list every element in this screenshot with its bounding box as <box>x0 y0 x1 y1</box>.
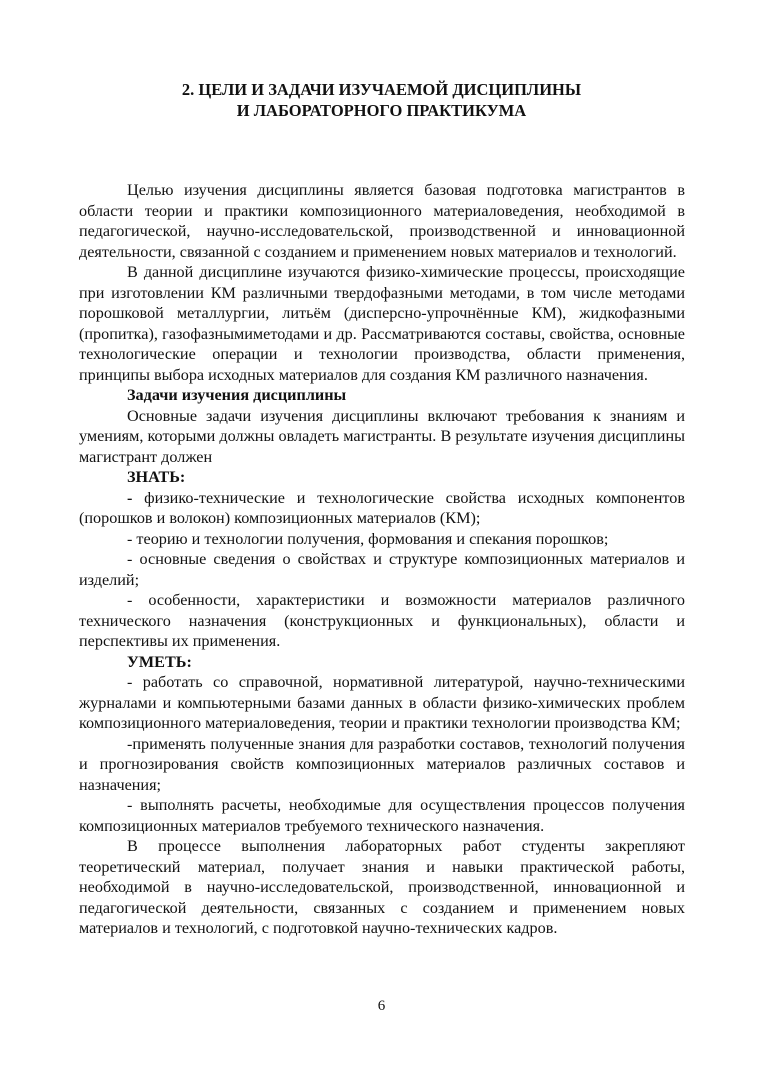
able-item-3: - выполнять расчеты, необходимые для осуществления процессов получения композиционных материалов требуемого технического назначения. <box>79 796 685 835</box>
body-text <box>79 180 685 939</box>
title-line-2: И ЛАБОРАТОРНОГО ПРАКТИКУМА <box>236 101 527 120</box>
know-item-3: - основные сведения о свойствах и структуре композиционных материалов и изделий; <box>79 550 685 589</box>
know-heading: ЗНАТЬ: <box>127 468 186 486</box>
paragraph-tasks: Основные задачи изучения дисциплины включают требования к знаниям и умениям, которыми должны овладеть магистранты. В результате изучения дисциплины магистрант должен <box>79 406 685 466</box>
know-item-1-dash: - <box>127 488 133 507</box>
able-heading: УМЕТЬ: <box>127 652 192 671</box>
tasks-heading: Задачи изучения дисциплины <box>127 386 347 404</box>
know-item-1 <box>79 488 685 529</box>
know-item-1-text: физико-технические и технологические свойства исходных компонентов (порошков и волокон) композиционных материалов (КМ); <box>79 488 685 527</box>
know-item-4: - особенности, характеристики и возможности материалов различного технического назначения (конструкционных и функциональных), области и перспективы их применения. <box>79 591 685 650</box>
know-item-2: - теорию и технологии получения, формования и спекания порошков; <box>127 529 609 548</box>
paragraph-studied: В данной дисциплине изучаются физико-химические процессы, происходящие при изготовлении КМ различными твердофазными методами, в том числе методами порошковой металлургии, литьём (дисперсно-упрочнённые КМ), жидкофазными (пропитка), газофазнымиметодами и др. Рассматриваются составы, свойства, основные технологические операции и технологии производства, области применения, принципы выбора исходных материалов для создания КМ различного назначения. <box>79 263 685 384</box>
able-item-1: - работать со справочной, нормативной литературой, научно-техническими журналами и компьютерными базами данных в области физико-химических проблем композиционного материаловедения, теории и практики технологии производства КМ; <box>79 673 685 732</box>
page-number: 6 <box>377 998 386 1014</box>
paragraph-lab: В процессе выполнения лабораторных работ студенты закрепляют теоретический материал, получает знания и навыки практической работы, необходимой в научно-исследовательской, производственной, инновационной и педагогической деятельности, связанных с созданием и применением новых материалов и технологий, с подготовкой научно-технических кадров. <box>79 837 685 937</box>
paragraph-goal: Целью изучения дисциплины является базовая подготовка магистрантов в области теории и практики композиционного материаловедения, необходимой в педагогической, научно-исследовательской, производственной и инновационной деятельности, связанной с созданием и применением новых материалов и технологий. <box>79 181 685 261</box>
title-line-1: 2. ЦЕЛИ И ЗАДАЧИ ИЗУЧАЕМОЙ ДИСЦИПЛИНЫ <box>181 80 582 99</box>
page-title <box>0 79 763 121</box>
able-item-2: -применять полученные знания для разработки составов, технологий получения и прогнозирования свойств композиционных материалов различных составов и назначения; <box>79 734 685 794</box>
